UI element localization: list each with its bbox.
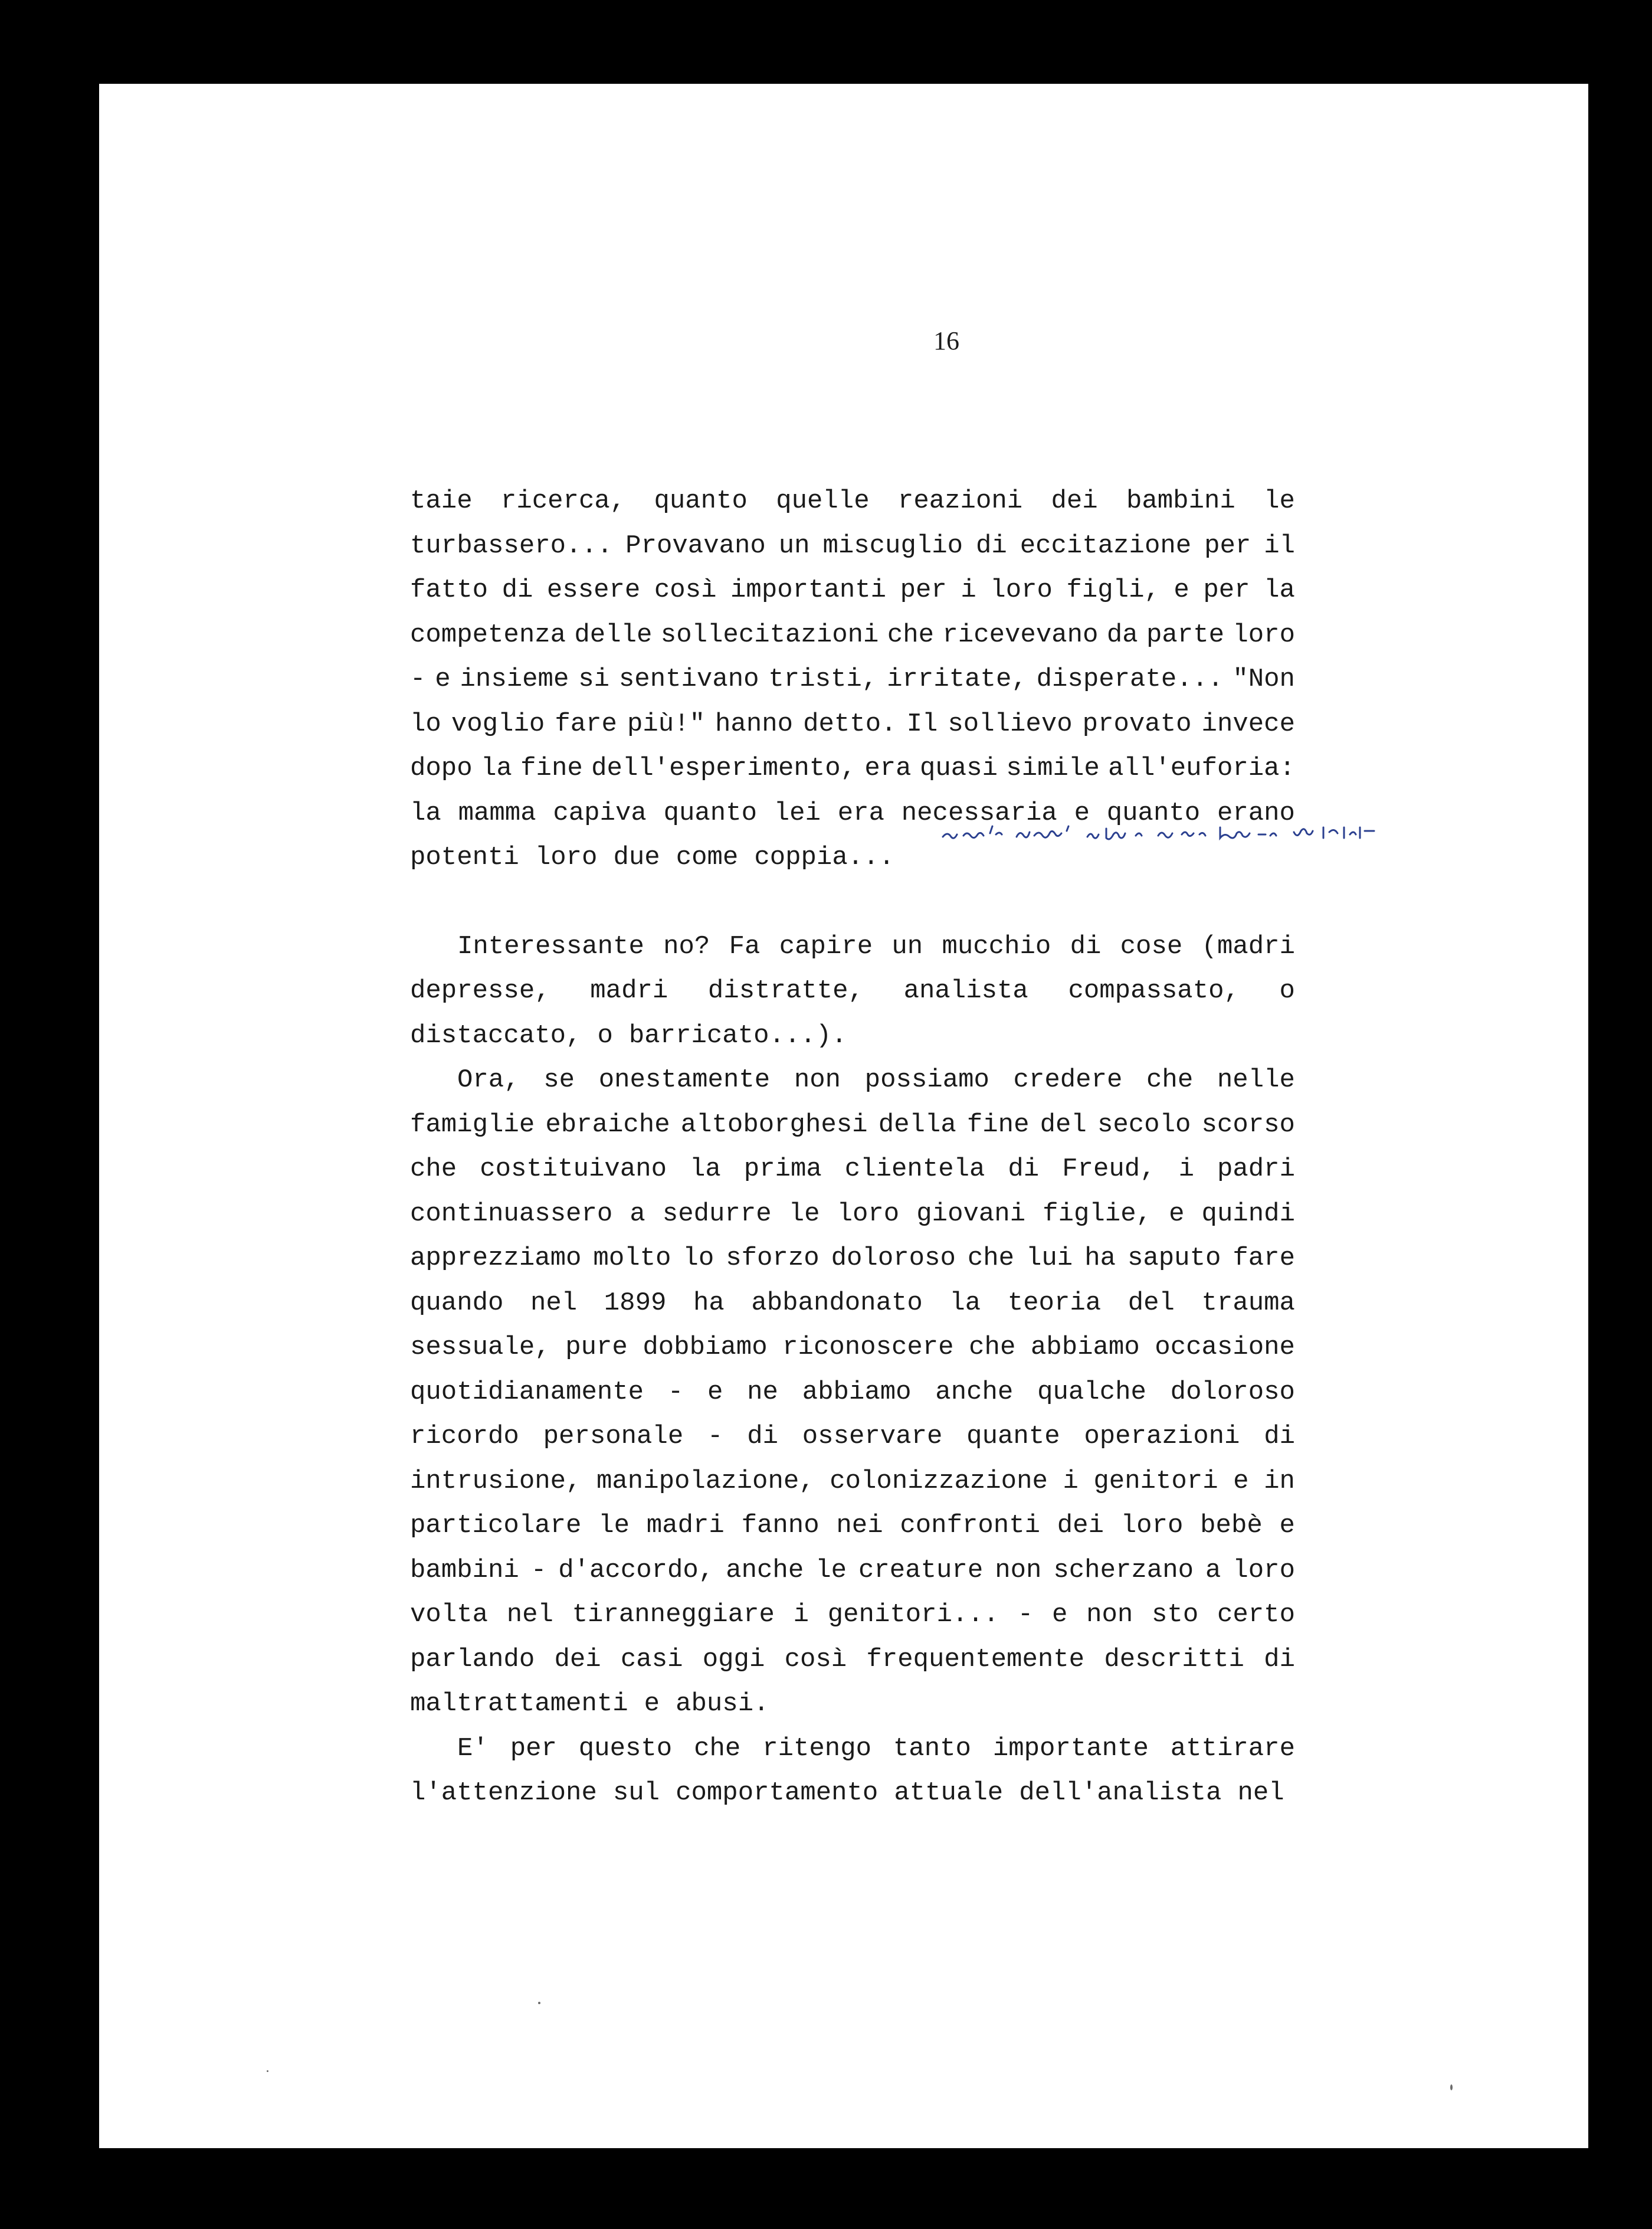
word: intrusione,	[410, 1466, 582, 1496]
word: -	[530, 1555, 547, 1585]
word: competenza	[410, 620, 566, 650]
word: così	[654, 575, 717, 605]
word: quasi	[919, 754, 998, 783]
word: abusi.	[676, 1689, 769, 1719]
word: genitori	[1093, 1466, 1218, 1496]
word: un	[778, 531, 810, 561]
word: nel	[530, 1288, 578, 1318]
word: quanto	[654, 486, 748, 516]
word: abbiamo	[1030, 1333, 1140, 1362]
word: miscuglio	[822, 531, 963, 561]
word: se	[543, 1065, 575, 1095]
text-line	[410, 1103, 1295, 1148]
word: eccitazione	[1020, 531, 1192, 561]
word: ricevevano	[942, 620, 1099, 650]
word: compassato,	[1068, 976, 1240, 1006]
word: provato	[1082, 709, 1192, 739]
word: non	[794, 1065, 841, 1095]
text-line	[410, 568, 1295, 613]
word: quanto	[663, 798, 758, 828]
word: sforzo	[726, 1243, 820, 1273]
word: Interessante	[457, 931, 644, 961]
word: no?	[663, 931, 710, 961]
word: riconoscere	[782, 1333, 954, 1362]
word: dell'analista	[1019, 1778, 1222, 1808]
paragraph-gap	[410, 881, 1295, 925]
word: qualche	[1037, 1377, 1146, 1407]
word: ricerca,	[500, 486, 626, 516]
word: si	[578, 665, 610, 694]
word: della	[878, 1109, 956, 1140]
word: ha	[1084, 1243, 1116, 1273]
word: apprezziamo	[410, 1243, 582, 1273]
text-line	[410, 524, 1295, 569]
word: oggi	[702, 1644, 765, 1674]
word: capire	[779, 931, 873, 961]
word: voglio	[451, 709, 545, 739]
word: reazioni	[897, 486, 1023, 516]
word: che	[969, 1333, 1016, 1362]
word: ritengo	[762, 1733, 872, 1763]
text-line	[410, 925, 1295, 970]
word: insieme	[460, 665, 569, 694]
word: sul	[612, 1778, 660, 1808]
paper-speck	[1450, 2084, 1453, 2090]
word: cose	[1120, 931, 1183, 961]
word: tristi,	[768, 665, 878, 694]
word: clientela	[844, 1154, 985, 1184]
word: che	[967, 1243, 1015, 1273]
word: coppia...	[754, 843, 894, 872]
word: necessaria	[901, 798, 1057, 828]
word: continuassero	[410, 1199, 613, 1229]
text-line	[410, 1593, 1295, 1638]
word: di	[747, 1422, 778, 1451]
word: quelle	[776, 486, 870, 516]
word: lo	[410, 709, 441, 739]
word: -	[667, 1377, 684, 1407]
word: erano	[1217, 798, 1295, 828]
word: invece	[1201, 709, 1295, 739]
word: scherzano	[1053, 1555, 1194, 1585]
word: trauma	[1201, 1288, 1295, 1318]
word: dobbiamo	[643, 1333, 768, 1362]
word: potenti	[410, 843, 519, 872]
word: figlie,	[1043, 1199, 1152, 1229]
word: tiranneggiare	[572, 1600, 775, 1629]
word: quotidianamente	[410, 1377, 644, 1407]
word: e	[707, 1377, 723, 1407]
word: possiamo	[864, 1065, 989, 1095]
word: capiva	[553, 798, 647, 828]
paragraph	[410, 1727, 1295, 1816]
word: dei	[554, 1644, 601, 1674]
word: la	[690, 1154, 721, 1184]
word: sollecitazioni	[660, 620, 879, 650]
text-line	[410, 1638, 1295, 1683]
word: Freud,	[1062, 1154, 1156, 1184]
word: i	[961, 575, 976, 605]
word: personale	[543, 1422, 684, 1451]
text-line	[410, 969, 1295, 1014]
text-line	[410, 1147, 1295, 1192]
word: le	[788, 1199, 820, 1229]
word: genitori...	[827, 1600, 999, 1629]
word: parte	[1146, 620, 1225, 650]
word: anche	[935, 1377, 1014, 1407]
word: attirare	[1170, 1733, 1295, 1763]
word: scorso	[1201, 1109, 1295, 1140]
word: essere	[546, 575, 641, 605]
text-line	[410, 747, 1295, 791]
word: teoria	[1007, 1288, 1102, 1318]
word: che	[1146, 1065, 1194, 1095]
word: secolo	[1097, 1109, 1191, 1140]
word: per	[510, 1733, 557, 1763]
word: le	[815, 1555, 847, 1585]
word: nel	[506, 1600, 553, 1629]
word: importanti	[730, 575, 887, 605]
word: quando	[410, 1288, 504, 1318]
word: il	[1264, 531, 1295, 561]
word: ricordo	[410, 1422, 519, 1451]
text-line	[410, 1682, 1295, 1727]
word: i	[793, 1600, 809, 1629]
word: loro	[1233, 1555, 1295, 1585]
word: e	[644, 1689, 660, 1719]
word: quanto	[1106, 798, 1201, 828]
word: occasione	[1155, 1333, 1295, 1362]
word: attuale	[894, 1778, 1004, 1808]
word: hanno	[715, 709, 794, 739]
word: Provavano	[625, 531, 766, 561]
word: saputo	[1127, 1243, 1221, 1273]
word: doloroso	[831, 1243, 956, 1273]
text-line	[410, 1727, 1295, 1772]
word: dell'esperimento,	[591, 754, 857, 783]
word: per	[1203, 575, 1250, 605]
word: distaccato,	[410, 1020, 582, 1050]
word: fare	[1233, 1243, 1295, 1273]
word: figli,	[1066, 575, 1160, 605]
word: le	[598, 1511, 630, 1540]
text-line	[410, 1370, 1295, 1415]
word: fine	[966, 1109, 1030, 1140]
word: analista	[903, 976, 1028, 1006]
word: E'	[457, 1733, 489, 1763]
paragraph	[410, 1058, 1295, 1727]
word: pure	[565, 1333, 628, 1362]
word: i	[1178, 1154, 1194, 1184]
word: tanto	[893, 1733, 971, 1763]
word: anche	[726, 1555, 804, 1585]
word: loro	[1233, 620, 1295, 650]
text-line	[410, 1459, 1295, 1504]
word: bebè	[1200, 1511, 1263, 1540]
word: era	[864, 754, 912, 783]
text-line	[410, 1281, 1295, 1326]
word: depresse,	[410, 976, 550, 1006]
word: lo	[683, 1243, 714, 1273]
word: in	[1264, 1466, 1295, 1496]
word: di	[975, 531, 1007, 561]
word: la	[949, 1288, 981, 1318]
word: fanno	[741, 1511, 820, 1540]
word: sto	[1152, 1600, 1199, 1629]
word: barricato...).	[628, 1020, 847, 1050]
word: ebraiche	[545, 1109, 670, 1140]
word: turbassero...	[410, 531, 613, 561]
text-line	[410, 1192, 1295, 1237]
word: loro	[837, 1199, 900, 1229]
word: la	[1264, 575, 1295, 605]
word: manipolazione,	[596, 1466, 815, 1496]
word: lui	[1026, 1243, 1073, 1273]
word: mucchio	[942, 931, 1051, 961]
paper-speck	[267, 2070, 268, 2072]
word: costituivano	[480, 1154, 667, 1184]
word: bambini	[1126, 486, 1235, 516]
word: abbiamo	[802, 1377, 912, 1407]
text-line	[410, 657, 1295, 702]
word: di	[1008, 1154, 1040, 1184]
word: per	[1204, 531, 1251, 561]
word: la	[480, 754, 512, 783]
text-line	[410, 1415, 1295, 1459]
word: era	[837, 798, 884, 828]
word: loro	[990, 575, 1053, 605]
word: per	[900, 575, 947, 605]
word: più!"	[627, 709, 705, 739]
paragraph	[410, 479, 1295, 881]
word: casi	[620, 1644, 683, 1674]
word: altoborghesi	[680, 1109, 868, 1140]
word: o	[1279, 976, 1295, 1006]
word: che	[887, 620, 935, 650]
word: da	[1106, 620, 1138, 650]
word: nelle	[1217, 1065, 1295, 1095]
word: nei	[836, 1511, 883, 1540]
word: o	[597, 1020, 613, 1050]
word: delle	[574, 620, 653, 650]
word: bambini	[410, 1555, 519, 1585]
word: sessuale,	[410, 1333, 550, 1362]
word: d'accordo,	[558, 1555, 714, 1585]
word: del	[1040, 1109, 1087, 1140]
word: molto	[593, 1243, 671, 1273]
word: l'attenzione	[410, 1778, 597, 1808]
word: irritate,	[887, 665, 1027, 694]
word: di	[1070, 931, 1102, 961]
word: operazioni	[1084, 1422, 1240, 1451]
word: che	[410, 1154, 457, 1184]
word: come	[676, 843, 739, 872]
text-line	[410, 1504, 1295, 1549]
word: famiglie	[410, 1109, 535, 1140]
word: maltrattamenti	[410, 1689, 628, 1719]
word: mamma	[458, 798, 536, 828]
word: comportamento	[676, 1778, 879, 1808]
word: onestamente	[598, 1065, 771, 1095]
word: di	[502, 575, 533, 605]
text-line	[410, 613, 1295, 658]
word: giovani	[916, 1199, 1026, 1229]
word: a	[630, 1199, 645, 1229]
page-number: 16	[933, 326, 959, 355]
word: dei	[1057, 1511, 1104, 1540]
text-line	[410, 1325, 1295, 1370]
word: prima	[743, 1154, 822, 1184]
word: non	[995, 1555, 1042, 1585]
word: Il	[906, 709, 938, 739]
word: e	[1052, 1600, 1068, 1629]
word: abbandonato	[751, 1288, 923, 1318]
word: sentivano	[618, 665, 759, 694]
word: frequentemente	[866, 1644, 1085, 1674]
word: parlando	[410, 1644, 535, 1674]
word: e	[1233, 1466, 1249, 1496]
word: del	[1127, 1288, 1175, 1318]
word: sollievo	[948, 709, 1073, 739]
word: -	[707, 1422, 723, 1451]
word: disperate...	[1036, 665, 1224, 694]
word: credere	[1013, 1065, 1123, 1095]
word: nel	[1237, 1778, 1284, 1808]
word: di	[1264, 1644, 1295, 1674]
word: particolare	[410, 1511, 582, 1540]
word: e	[1074, 798, 1090, 828]
word: due	[613, 843, 660, 872]
word: -	[410, 665, 426, 694]
word: fatto	[410, 575, 489, 605]
word: padri	[1217, 1154, 1295, 1184]
text-line	[410, 791, 1295, 836]
word: detto.	[803, 709, 897, 739]
word: non	[1086, 1600, 1133, 1629]
word: (madri	[1201, 931, 1295, 961]
word: certo	[1217, 1600, 1295, 1629]
word: lei	[773, 798, 821, 828]
word: distratte,	[707, 976, 864, 1006]
word: "Non	[1233, 665, 1295, 694]
text-line	[410, 479, 1295, 524]
word: quante	[966, 1422, 1060, 1451]
word: così	[784, 1644, 847, 1674]
word: importante	[992, 1733, 1149, 1763]
word: e	[1279, 1511, 1295, 1540]
word: ha	[693, 1288, 725, 1318]
word: ne	[747, 1377, 778, 1407]
word: dopo	[410, 754, 473, 783]
word: e	[435, 665, 451, 694]
word: Fa	[729, 931, 761, 961]
text-line	[410, 1014, 1295, 1059]
paper-speck	[538, 2002, 540, 2004]
word: a	[1205, 1555, 1221, 1585]
word: 1899	[604, 1288, 667, 1318]
word: e	[1174, 575, 1189, 605]
text-line	[410, 1549, 1295, 1593]
word: fine	[520, 754, 583, 783]
word: osservare	[802, 1422, 943, 1451]
word: taie	[410, 486, 473, 516]
text-line	[410, 1058, 1295, 1103]
word: di	[1264, 1422, 1295, 1451]
word: volta	[410, 1600, 489, 1629]
text-line	[410, 702, 1295, 747]
word: i	[1063, 1466, 1079, 1496]
word: sedurre	[662, 1199, 772, 1229]
word: questo	[578, 1733, 673, 1763]
word: loro	[1120, 1511, 1184, 1540]
word: madri	[590, 976, 668, 1006]
word: Ora,	[457, 1065, 520, 1095]
word: colonizzazione	[830, 1466, 1048, 1496]
text-line	[410, 836, 1295, 881]
word: un	[891, 931, 923, 961]
text-line	[410, 1771, 1295, 1816]
word: la	[410, 798, 441, 828]
word: e	[1169, 1199, 1185, 1229]
word: descritti	[1104, 1644, 1244, 1674]
word: doloroso	[1170, 1377, 1295, 1407]
word: che	[694, 1733, 741, 1763]
paragraph	[410, 925, 1295, 1059]
word: all'euforia:	[1108, 754, 1295, 783]
word: madri	[646, 1511, 725, 1540]
word: creature	[858, 1555, 984, 1585]
word: le	[1264, 486, 1295, 516]
word: dei	[1051, 486, 1098, 516]
word: simile	[1006, 754, 1100, 783]
word: quindi	[1201, 1199, 1295, 1229]
word: -	[1017, 1600, 1034, 1629]
body-text	[410, 479, 1295, 1816]
word: confronti	[900, 1511, 1041, 1540]
text-line	[410, 1236, 1295, 1281]
word: loro	[535, 843, 598, 872]
word: fare	[555, 709, 617, 739]
